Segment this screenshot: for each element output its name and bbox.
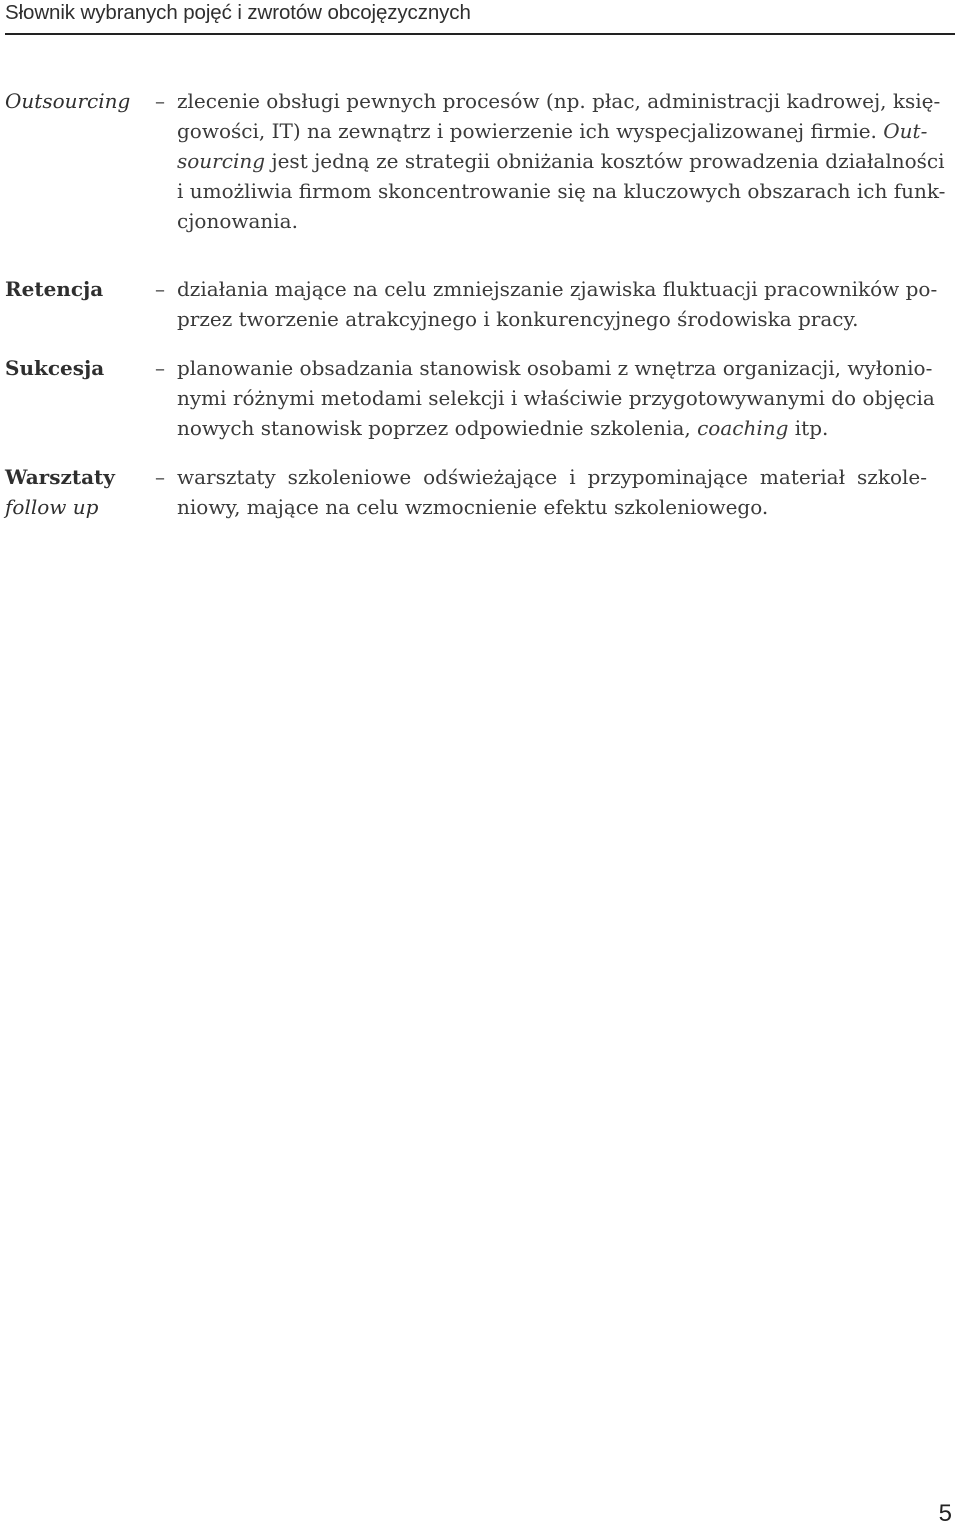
definition-line: cjonowania. [177,209,298,233]
term-text: Outsourcing [5,89,131,113]
definition-line: działania mające na celu zmniejszanie zjawiska fluktuacji pracowników po- [177,277,938,301]
entry-dash: – [155,356,165,380]
definition-italic-text: coaching [697,416,789,440]
glossary-entry-sukcesja [5,353,935,443]
term-text-italic: follow up [5,495,99,519]
definition-text: itp. [794,416,829,440]
definition-text: jest jedną ze strategii obniżania kosztów prowadzenia działalności [271,149,945,173]
definition-text: nowych stanowisk poprzez odpowiednie szkolenia, [177,416,691,440]
entry-dash: – [155,277,165,301]
definition-line [177,116,927,146]
glossary-entry-outsourcing [5,86,946,236]
page-number: 5 [938,1500,952,1527]
glossary-definition [177,86,946,236]
definition-italic-text: Out- [883,119,928,143]
definition-line: nymi różnymi metodami selekcji i właściwie przygotowywanymi do objęcia [177,386,935,410]
definition-line: i umożliwia firmom skoncentrowanie się na kluczowych obszarach ich funk- [177,179,946,203]
glossary-definition [177,274,938,334]
definition-line [177,146,945,176]
entry-dash: – [155,465,165,489]
glossary-definition [177,462,927,522]
definition-line: niowy, mające na celu wzmocnienie efektu szkoleniowego. [177,495,769,519]
definition-line: przez tworzenie atrakcyjnego i konkurencyjnego środowiska pracy. [177,307,859,331]
definition-text: gowości, IT) na zewnątrz i powierzenie ich wyspecjalizowanej firmie. [177,119,877,143]
definition-line: zlecenie obsługi pewnych procesów (np. płac, administracji kadrowej, księ- [177,89,941,113]
glossary-entry-warsztaty [5,462,930,522]
glossary-term [5,353,155,383]
glossary-term [5,86,155,116]
term-text: Retencja [5,277,104,301]
entry-dash: – [155,89,165,113]
header-rule [5,33,955,35]
definition-italic-text: sourcing [177,149,266,173]
glossary-term [5,274,155,304]
running-header: Słownik wybranych pojęć i zwrotów obcojęzycznych [5,1,471,24]
glossary-definition [177,353,935,443]
definition-line: planowanie obsadzania stanowisk osobami z wnętrza organizacji, wyłonio- [177,356,933,380]
glossary-list [5,86,946,522]
term-text: Sukcesja [5,356,105,380]
definition-line: warsztaty szkoleniowe odświeżające i przypominające materiał szkole- [177,465,927,489]
glossary-entry-retencja [5,274,938,334]
term-text: Warsztaty [5,465,115,489]
glossary-term [5,462,155,522]
definition-line [177,413,927,443]
